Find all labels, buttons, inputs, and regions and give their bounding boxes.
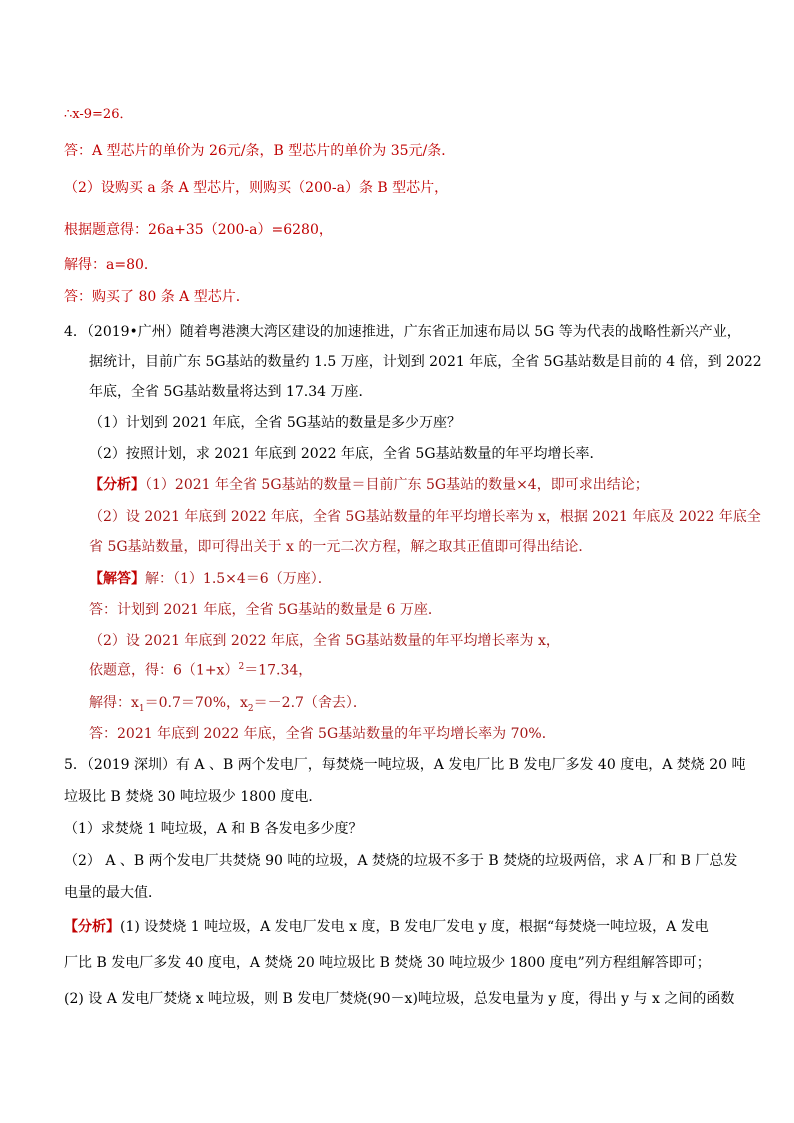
prev-line-4: 根据题意得：26a+35（200-a）=6280， xyxy=(64,222,333,238)
q4-solution-line-5: 解得：$x_1=0.7=70\%$，$x_2=-2.7$（舍去）． xyxy=(89,695,367,714)
q4-line-4: （1）计划到 2021 年底，全省 5G基站的数量是多少万座？ xyxy=(89,415,461,431)
q5-line-1: 5．（2019 深圳）有 A 、B 两个发电厂，每焚烧一吨垃圾，A 发电厂比 B 发电厂多发 40 度电，A 焚烧 20 吨 xyxy=(64,757,746,773)
q4-line-2: 据统计，目前广东 5G基站的数量约 1.5 万座，计划到 2021 年底，全省 5G基站数是目前的 4 倍，到 2022 xyxy=(89,354,762,370)
q4-line-5: （2）按照计划，求 2021 年底到 2022 年底，全省 5G基站数量的年平均增长率． xyxy=(89,446,604,462)
analysis-tag-q5: 【分析】 xyxy=(64,919,120,935)
analysis-tag: 【分析】 xyxy=(89,477,145,493)
q4-analysis-line-1: 【分析】（1）2021 年全省 5G基站的数量＝目前广东 5G基站的数量×4，即可求出结论； xyxy=(89,477,649,493)
q4-line-1: 4．（2019•广州）随着粤港澳大湾区建设的加速推进，广东省正加速布局以 5G 等为代表的战略性新兴产业， xyxy=(64,324,741,340)
prev-line-3: （2）设购买 a 条 A 型芯片，则购买（200-a）条 B 型芯片， xyxy=(64,180,449,196)
prev-line-6: 答：购买了 80 条 A 型芯片． xyxy=(64,289,250,305)
prev-line-5: 解得：a=80． xyxy=(64,257,158,273)
q5-analysis-line-2: 厂比 B 发电厂多发 40 度电，A 焚烧 20 吨垃圾比 B 焚烧 30 吨垃圾少 1800 度电”列方程组解答即可； xyxy=(64,955,711,971)
q5-line-3: （1）求焚烧 1 吨垃圾，A 和 B 各发电多少度？ xyxy=(64,821,363,837)
q4-line-3: 年底，全省 5G基站数量将达到 17.34 万座． xyxy=(89,384,373,400)
q5-line-5: 电量的最大值． xyxy=(64,885,162,901)
q4-solution-line-4: 依题意，得：$6(1+x)^2=17.34$， xyxy=(89,662,313,679)
q4-analysis-line-2: （2）设 2021 年底到 2022 年底，全省 5G基站数量的年平均增长率为 x，根据 2021 年底及 2022 年底全 xyxy=(89,509,761,525)
q4-solution-line-2: 答：计划到 2021 年底，全省 5G基站的数量是 6 万座． xyxy=(89,602,442,618)
q4-analysis-line-3: 省 5G基站数量，即可得出关于 x 的一元二次方程，解之取其正值即可得出结论． xyxy=(89,539,593,555)
q4-solution-line-1: 【解答】解：（1）1.5×4＝6（万座）． xyxy=(89,571,332,587)
q5-line-2: 垃圾比 B 焚烧 30 吨垃圾少 1800 度电． xyxy=(64,789,323,805)
q4-solution-line-6: 答：2021 年底到 2022 年底，全省 5G基站数量的年平均增长率为 70%． xyxy=(89,726,556,742)
q5-analysis-line-1: 【分析】(1) 设焚烧 1 吨垃圾，A 发电厂发电 x 度，B 发电厂发电 y 度，根据“每焚烧一吨垃圾，A 发电 xyxy=(64,919,709,935)
q4-solution-line-3: （2）设 2021 年底到 2022 年底，全省 5G基站数量的年平均增长率为 x， xyxy=(89,633,560,649)
prev-line-1: ∴x-9=26． xyxy=(64,107,133,122)
prev-line-2: 答：A 型芯片的单价为 26元/条，B 型芯片的单价为 35元/条． xyxy=(64,143,456,159)
q5-analysis-line-3: (2) 设 A 发电厂焚烧 x 吨垃圾，则 B 发电厂焚烧(90－x)吨垃圾，总发电量为 y 度，得出 y 与 x 之间的函数 xyxy=(64,991,735,1007)
answer-tag: 【解答】 xyxy=(89,571,145,587)
q5-line-4: （2） A 、B 两个发电厂共焚烧 90 吨的垃圾，A 焚烧的垃圾不多于 B 焚烧的垃圾两倍，求 A 厂和 B 厂总发 xyxy=(64,853,738,869)
